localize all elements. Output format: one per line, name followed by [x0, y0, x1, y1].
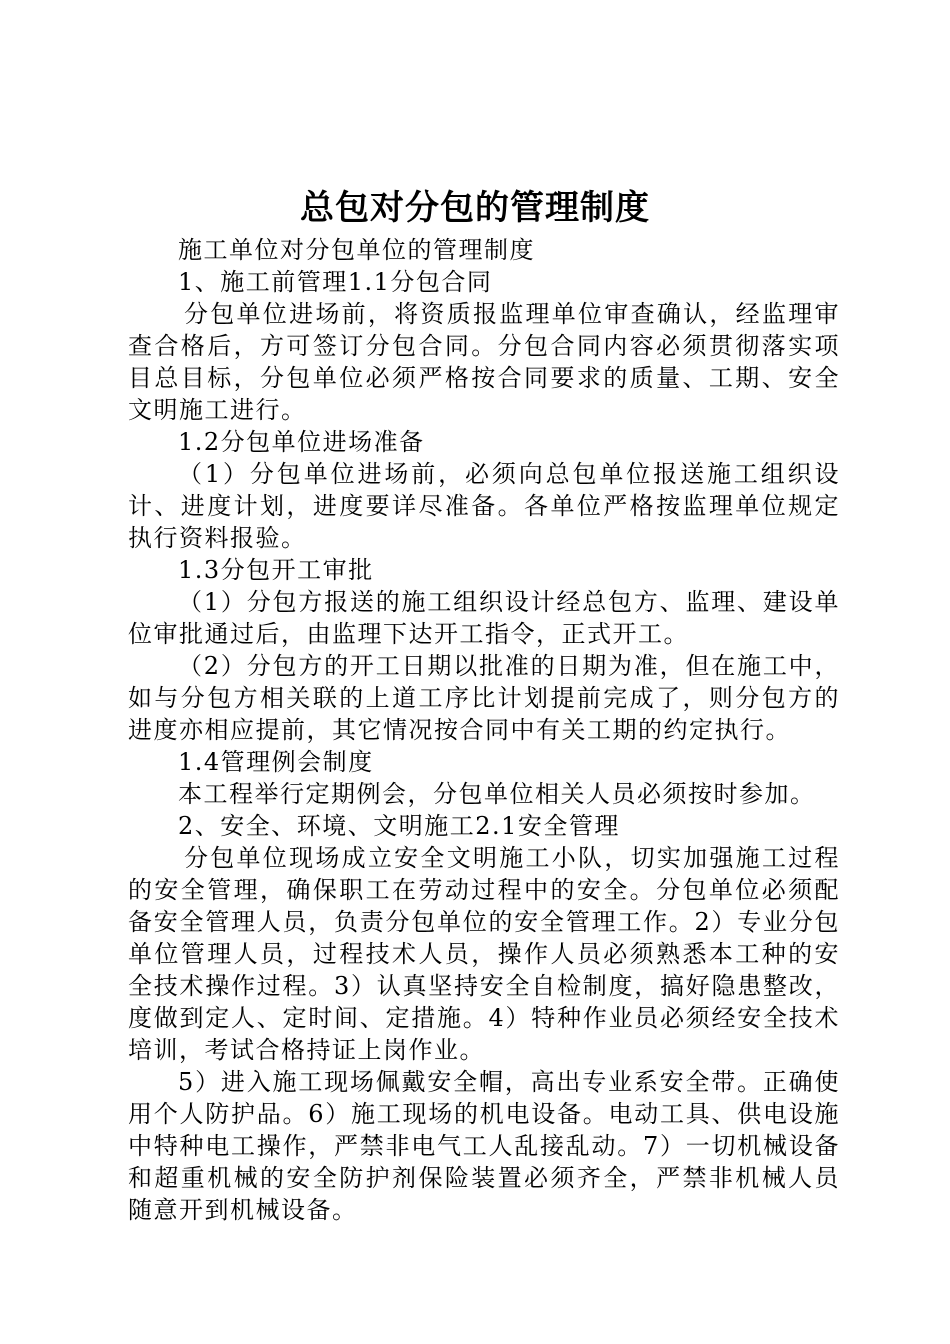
heading-2-1: 2、安全、环境、文明施工2.1安全管理 — [178, 812, 620, 840]
paragraph-approval-2: （2）分包方的开工日期以批准的日期为准，但在施工中，如与分包方相关联的上道工序比计划提前完成了，则分包方的进度亦相应提前，其它情况按合同中有关工期的约定执行。 — [128, 652, 840, 744]
paragraph-contract: 分包单位进场前，将资质报监理单位审查确认，经监理审查合格后，方可签订分包合同。分包合同内容必须贯彻落实项目总目标，分包单位必须严格按合同要求的质量、工期、安全文明施工进行。 — [128, 300, 840, 424]
document-body — [128, 234, 840, 1226]
paragraph-meeting: 本工程举行定期例会，分包单位相关人员必须按时参加。 — [178, 780, 816, 808]
heading-1-1: 1、施工前管理1.1分包合同 — [178, 268, 493, 296]
paragraph-intro: 施工单位对分包单位的管理制度 — [178, 236, 535, 264]
paragraph-entry-prep: （1）分包单位进场前，必须向总包单位报送施工组织设计、进度计划，进度要详尽准备。各单位严格按监理单位规定执行资料报验。 — [128, 460, 840, 552]
paragraph-safety-cont: 5）进入施工现场佩戴安全帽，高出专业系安全带。正确使用个人防护品。6）施工现场的机电设备。电动工具、供电设施中特种电工操作，严禁非电气工人乱接乱动。7）一切机械设备和超重机械的安全防护剂保险装置必须齐全，严禁非机械人员随意开到机械设备。 — [128, 1068, 840, 1224]
heading-1-4: 1.4管理例会制度 — [178, 748, 374, 776]
heading-1-2: 1.2分包单位进场准备 — [178, 428, 425, 456]
document-title: 总包对分包的管理制度 — [300, 188, 650, 228]
paragraph-approval-1: （1）分包方报送的施工组织设计经总包方、监理、建设单位审批通过后，由监理下达开工指令，正式开工。 — [128, 588, 840, 648]
paragraph-safety: 分包单位现场成立安全文明施工小队，切实加强施工过程的安全管理，确保职工在劳动过程中的安全。分包单位必须配备安全管理人员，负责分包单位的安全管理工作。2）专业分包单位管理人员，过程技术人员，操作人员必须熟悉本工种的安全技术操作过程。3）认真坚持安全自检制度，搞好隐患整改，度做到定人、定时间、定措施。4）特种作业员必须经安全技术培训，考试合格持证上岗作业。 — [128, 844, 840, 1064]
heading-1-3: 1.3分包开工审批 — [178, 556, 374, 584]
